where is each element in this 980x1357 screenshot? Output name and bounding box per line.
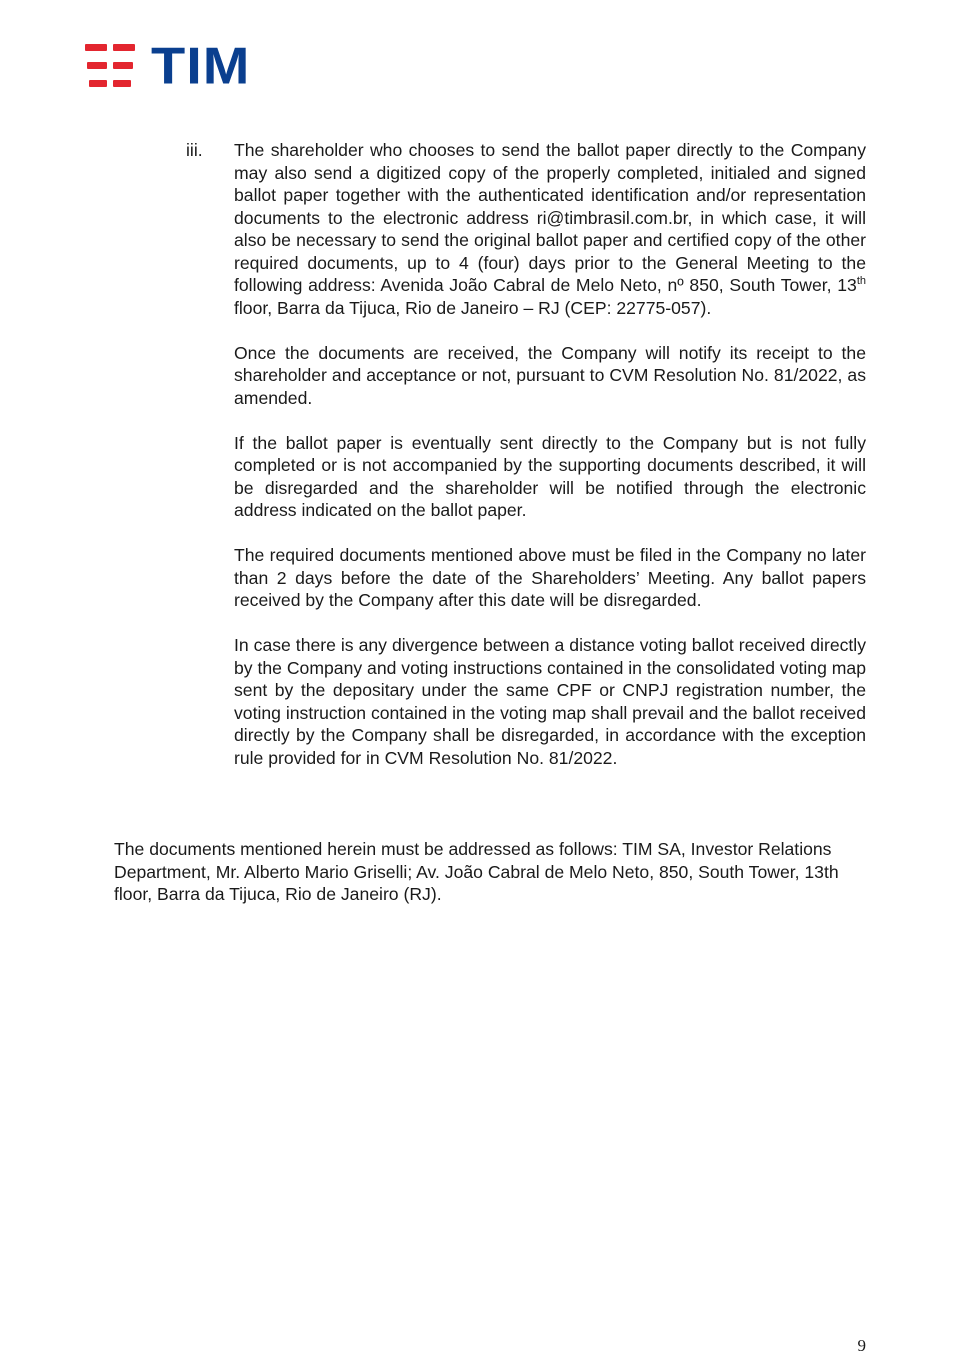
tim-logo-mark-icon (85, 44, 141, 88)
page-number: 9 (857, 1336, 866, 1355)
paragraph-divergence-rule: In case there is any divergence between a distance voting ballot received directly by the Company and voting instructions contained in the consolidated voting map sent by the depositary under the same CPF or CNPJ registration number, the voting instruction contained in the voting map shall prevail and the ballot received directly by the Company shall be disregarded, in accordance with the exception rule provided for in CVM Resolution No. 81/2022. (234, 635, 866, 768)
list-item-marker: iii. (186, 140, 203, 160)
list-item-body (234, 139, 866, 769)
paragraph-receipt-notification: Once the documents are received, the Company will notify its receipt to the shareholder and acceptance or not, pursuant to CVM Resolution No. 81/2022, as amended. (234, 342, 866, 408)
paragraph-incomplete-ballot: If the ballot paper is eventually sent directly to the Company but is not fully completed or is not accompanied by the supporting documents described, it will be disregarded and the shareholder will be notified through the electronic address indicated on the ballot paper. (234, 432, 866, 520)
closing-paragraph: The documents mentioned herein must be addressed as follows: TIM SA, Investor Relations Department, Mr. Alberto Mario Griselli; Av. João Cabral de Melo Neto, 850, South Tower, 13th floor, Barra da Tijuca, Rio de Janeiro (RJ). (114, 839, 839, 904)
tim-logo-text: TIM (151, 36, 251, 95)
tim-logo (85, 36, 251, 95)
paragraph-filing-deadline: The required documents mentioned above must be filed in the Company no later than 2 days before the date of the Shareholders’ Meeting. Any ballot papers received by the Company after this date will be disregarded. (234, 545, 866, 610)
paragraph-digitized-ballot: The shareholder who chooses to send the ballot paper directly to the Company may also send a digitized copy of the properly completed, initialed and signed ballot paper together with the authenticated identification and/or representation documents to the electronic address ri@timbrasil.com.br, in which case, it will also be necessary to send the original ballot paper and certified copy of the other required documents, up to 4 (four) days prior to the General Meeting to the following address: Avenida João Cabral de Melo Neto, nº 850, South Tower, 13th floor, Barra da Tijuca, Rio de Janeiro – RJ (CEP: 22775-057). (234, 140, 866, 318)
list-item-iii (186, 139, 866, 769)
